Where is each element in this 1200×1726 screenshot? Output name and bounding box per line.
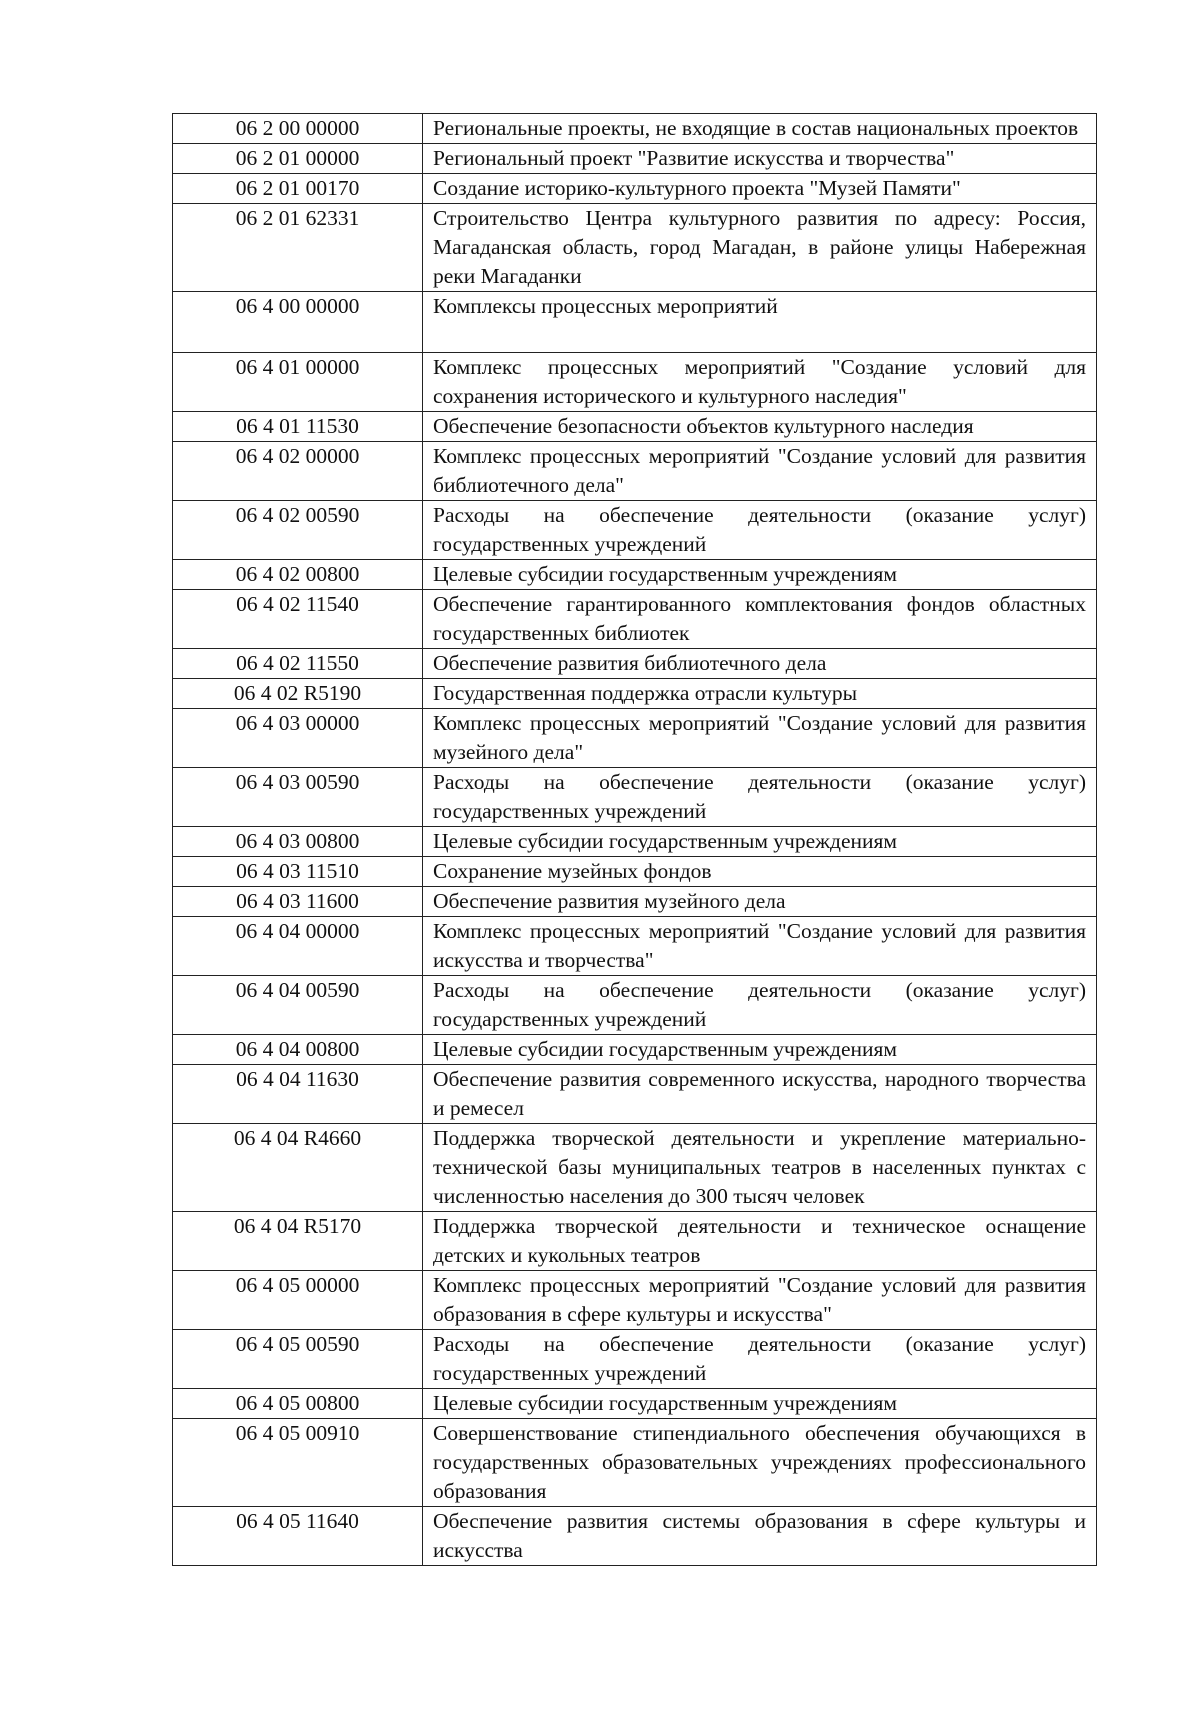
row-code: 06 4 01 00000 — [173, 353, 423, 412]
row-code: 06 4 03 00800 — [173, 827, 423, 857]
row-name: Целевые субсидии государственным учреждениям — [423, 1035, 1097, 1065]
table-row — [173, 412, 1097, 442]
table-row — [173, 204, 1097, 292]
row-code: 06 4 05 00800 — [173, 1389, 423, 1419]
row-name: Строительство Центра культурного развития по адресу: Россия, Магаданская область, город Магадан, в районе улицы Набережная реки Магаданки — [423, 204, 1097, 292]
row-name: Государственная поддержка отрасли культуры — [423, 679, 1097, 709]
row-code: 06 4 04 00800 — [173, 1035, 423, 1065]
table-row — [173, 917, 1097, 976]
row-name: Обеспечение безопасности объектов культурного наследия — [423, 412, 1097, 442]
table-row — [173, 590, 1097, 649]
table-row — [173, 501, 1097, 560]
row-code: 06 4 03 00000 — [173, 709, 423, 768]
row-name: Комплекс процессных мероприятий "Создание условий для развития образования в сфере культуры и искусства" — [423, 1271, 1097, 1330]
table-row — [173, 1330, 1097, 1389]
row-name: Обеспечение гарантированного комплектования фондов областных государственных библиотек — [423, 590, 1097, 649]
row-name: Поддержка творческой деятельности и укрепление материально-технической базы муниципальных театров в населенных пунктах с численностью населения до 300 тысяч человек — [423, 1124, 1097, 1212]
row-name: Расходы на обеспечение деятельности (оказание услуг) государственных учреждений — [423, 976, 1097, 1035]
row-code: 06 4 04 R4660 — [173, 1124, 423, 1212]
row-code: 06 4 04 11630 — [173, 1065, 423, 1124]
row-name: Расходы на обеспечение деятельности (оказание услуг) государственных учреждений — [423, 501, 1097, 560]
table-row — [173, 649, 1097, 679]
row-name: Комплекс процессных мероприятий "Создание условий для развития библиотечного дела" — [423, 442, 1097, 501]
row-name: Создание историко-культурного проекта "Музей Памяти" — [423, 174, 1097, 204]
row-name: Обеспечение развития библиотечного дела — [423, 649, 1097, 679]
table-row — [173, 1389, 1097, 1419]
table-row — [173, 353, 1097, 412]
row-code: 06 4 04 00000 — [173, 917, 423, 976]
row-name: Расходы на обеспечение деятельности (оказание услуг) государственных учреждений — [423, 1330, 1097, 1389]
row-name: Целевые субсидии государственным учреждениям — [423, 827, 1097, 857]
table-row — [173, 114, 1097, 144]
row-code: 06 4 02 R5190 — [173, 679, 423, 709]
table-row — [173, 292, 1097, 353]
table-row — [173, 887, 1097, 917]
table-row — [173, 442, 1097, 501]
row-name: Поддержка творческой деятельности и техническое оснащение детских и кукольных театров — [423, 1212, 1097, 1271]
table-row — [173, 174, 1097, 204]
row-name: Комплекс процессных мероприятий "Создание условий для сохранения исторического и культурного наследия" — [423, 353, 1097, 412]
table-row — [173, 679, 1097, 709]
table-row — [173, 1507, 1097, 1566]
row-name: Региональные проекты, не входящие в состав национальных проектов — [423, 114, 1097, 144]
table-row — [173, 1419, 1097, 1507]
row-code: 06 4 04 00590 — [173, 976, 423, 1035]
row-name: Комплекс процессных мероприятий "Создание условий для развития музейного дела" — [423, 709, 1097, 768]
row-name: Расходы на обеспечение деятельности (оказание услуг) государственных учреждений — [423, 768, 1097, 827]
table-row — [173, 709, 1097, 768]
row-code: 06 4 03 11510 — [173, 857, 423, 887]
table-row — [173, 1065, 1097, 1124]
row-code: 06 4 04 R5170 — [173, 1212, 423, 1271]
row-name: Обеспечение развития системы образования в сфере культуры и искусства — [423, 1507, 1097, 1566]
row-code: 06 4 05 00590 — [173, 1330, 423, 1389]
row-code: 06 2 01 00170 — [173, 174, 423, 204]
table-row — [173, 976, 1097, 1035]
row-code: 06 4 05 00910 — [173, 1419, 423, 1507]
row-code: 06 4 05 00000 — [173, 1271, 423, 1330]
table-row — [173, 768, 1097, 827]
table-row — [173, 1212, 1097, 1271]
row-code: 06 2 01 00000 — [173, 144, 423, 174]
row-name: Комплексы процессных мероприятий — [423, 292, 1097, 353]
row-name: Целевые субсидии государственным учреждениям — [423, 1389, 1097, 1419]
row-code: 06 4 02 00000 — [173, 442, 423, 501]
row-code: 06 4 01 11530 — [173, 412, 423, 442]
row-name: Совершенствование стипендиального обеспечения обучающихся в государственных образовательных учреждениях профессионального образования — [423, 1419, 1097, 1507]
table-row — [173, 857, 1097, 887]
row-code: 06 4 03 00590 — [173, 768, 423, 827]
table-row — [173, 1124, 1097, 1212]
row-code: 06 4 02 11550 — [173, 649, 423, 679]
row-code: 06 4 02 11540 — [173, 590, 423, 649]
row-code: 06 4 02 00590 — [173, 501, 423, 560]
table-row — [173, 1035, 1097, 1065]
row-code: 06 4 03 11600 — [173, 887, 423, 917]
row-code: 06 4 05 11640 — [173, 1507, 423, 1566]
table-row — [173, 827, 1097, 857]
table-row — [173, 560, 1097, 590]
row-code: 06 4 00 00000 — [173, 292, 423, 353]
row-name: Целевые субсидии государственным учреждениям — [423, 560, 1097, 590]
table-row — [173, 144, 1097, 174]
table-row — [173, 1271, 1097, 1330]
row-code: 06 4 02 00800 — [173, 560, 423, 590]
row-code: 06 2 00 00000 — [173, 114, 423, 144]
row-name: Региональный проект "Развитие искусства и творчества" — [423, 144, 1097, 174]
row-name: Обеспечение развития музейного дела — [423, 887, 1097, 917]
row-code: 06 2 01 62331 — [173, 204, 423, 292]
row-name: Комплекс процессных мероприятий "Создание условий для развития искусства и творчества" — [423, 917, 1097, 976]
budget-codes-table — [172, 113, 1097, 1566]
row-name: Сохранение музейных фондов — [423, 857, 1097, 887]
row-name: Обеспечение развития современного искусства, народного творчества и ремесел — [423, 1065, 1097, 1124]
